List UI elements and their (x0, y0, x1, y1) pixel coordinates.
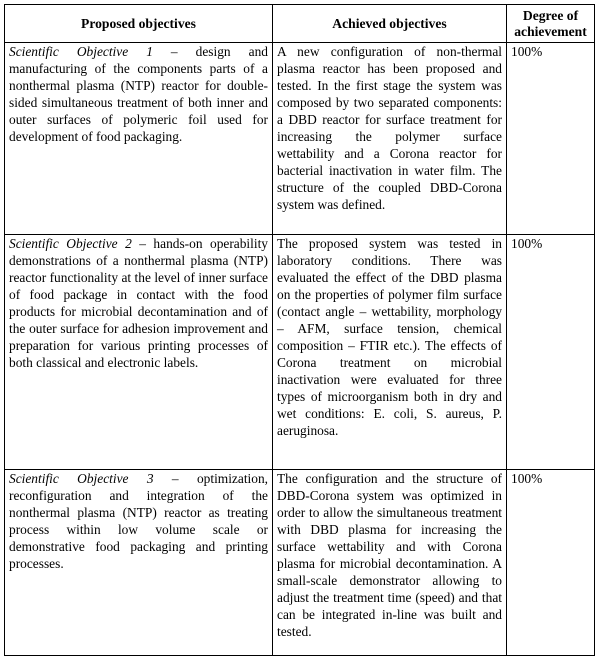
objective-description: – hands-on operability demonstrations of a nonthermal plasma (NTP) reactor functionality at the level of inner surface of food package in contact with the food products for microbial decontamination and of the outer surface for adhesion improvement and preparation for various printing processes of both classical and electronic labels. (9, 236, 269, 370)
degree-of-achievement-cell: 100% (507, 235, 595, 470)
achieved-objective-cell: The proposed system was tested in laboratory conditions. There was evaluated the effect of the DBD plasma on the properties of polymer film surface (contact angle – wettability, morphology – AFM, surface tension, chemical composition – FTIR etc.). The effects of Corona treatment on microbial inactivation were evaluated for three types of microorganism both in dry and wet conditions: E. coli, S. aureus, P. aeruginosa. (273, 235, 507, 470)
table-row (5, 43, 595, 235)
header-row (5, 5, 595, 43)
achieved-objective-cell: The configuration and the structure of DBD-Corona system was optimized in order to allow the simultaneous treatment with DBD plasma for increasing the surface wettability and with Corona plasma for microbial decontamination. A small-scale demonstrator allowing to adjust the treatment time (speed) and that can be integrated in-line was built and tested. (273, 470, 507, 656)
degree-of-achievement-cell: 100% (507, 43, 595, 235)
proposed-objective-cell (5, 235, 273, 470)
objective-title: Scientific Objective 3 (9, 471, 154, 486)
objectives-table (4, 4, 595, 656)
header-proposed-objectives: Proposed objectives (5, 5, 273, 43)
objective-title: Scientific Objective 1 (9, 44, 153, 59)
proposed-objective-cell (5, 43, 273, 235)
proposed-objective-cell (5, 470, 273, 656)
objective-title: Scientific Objective 2 (9, 236, 132, 251)
degree-of-achievement-cell: 100% (507, 470, 595, 656)
objective-description: – design and manufacturing of the components parts of a nonthermal plasma (NTP) reactor for double-sided simultaneous treatment of both inner and outer surfaces of polymeric foil used for development of food packaging. (9, 44, 268, 144)
header-achieved-objectives: Achieved objectives (273, 5, 507, 43)
table-row (5, 235, 595, 470)
objective-description: – optimization, reconfiguration and integration of the nonthermal plasma (NTP) reactor as treating process within low volume scale or demonstrative food packaging and printing processes. (9, 471, 268, 571)
header-degree-of-achievement: Degree of achievement (507, 5, 595, 43)
table-row (5, 470, 595, 656)
achieved-objective-cell: A new configuration of non-thermal plasma reactor has been proposed and tested. In the first stage the system was composed by two separated components: a DBD reactor for surface treatment for increasing the polymer surface wettability and a Corona reactor for bacterial inactivation in water film. The structure of the coupled DBD-Corona system was defined. (273, 43, 507, 235)
